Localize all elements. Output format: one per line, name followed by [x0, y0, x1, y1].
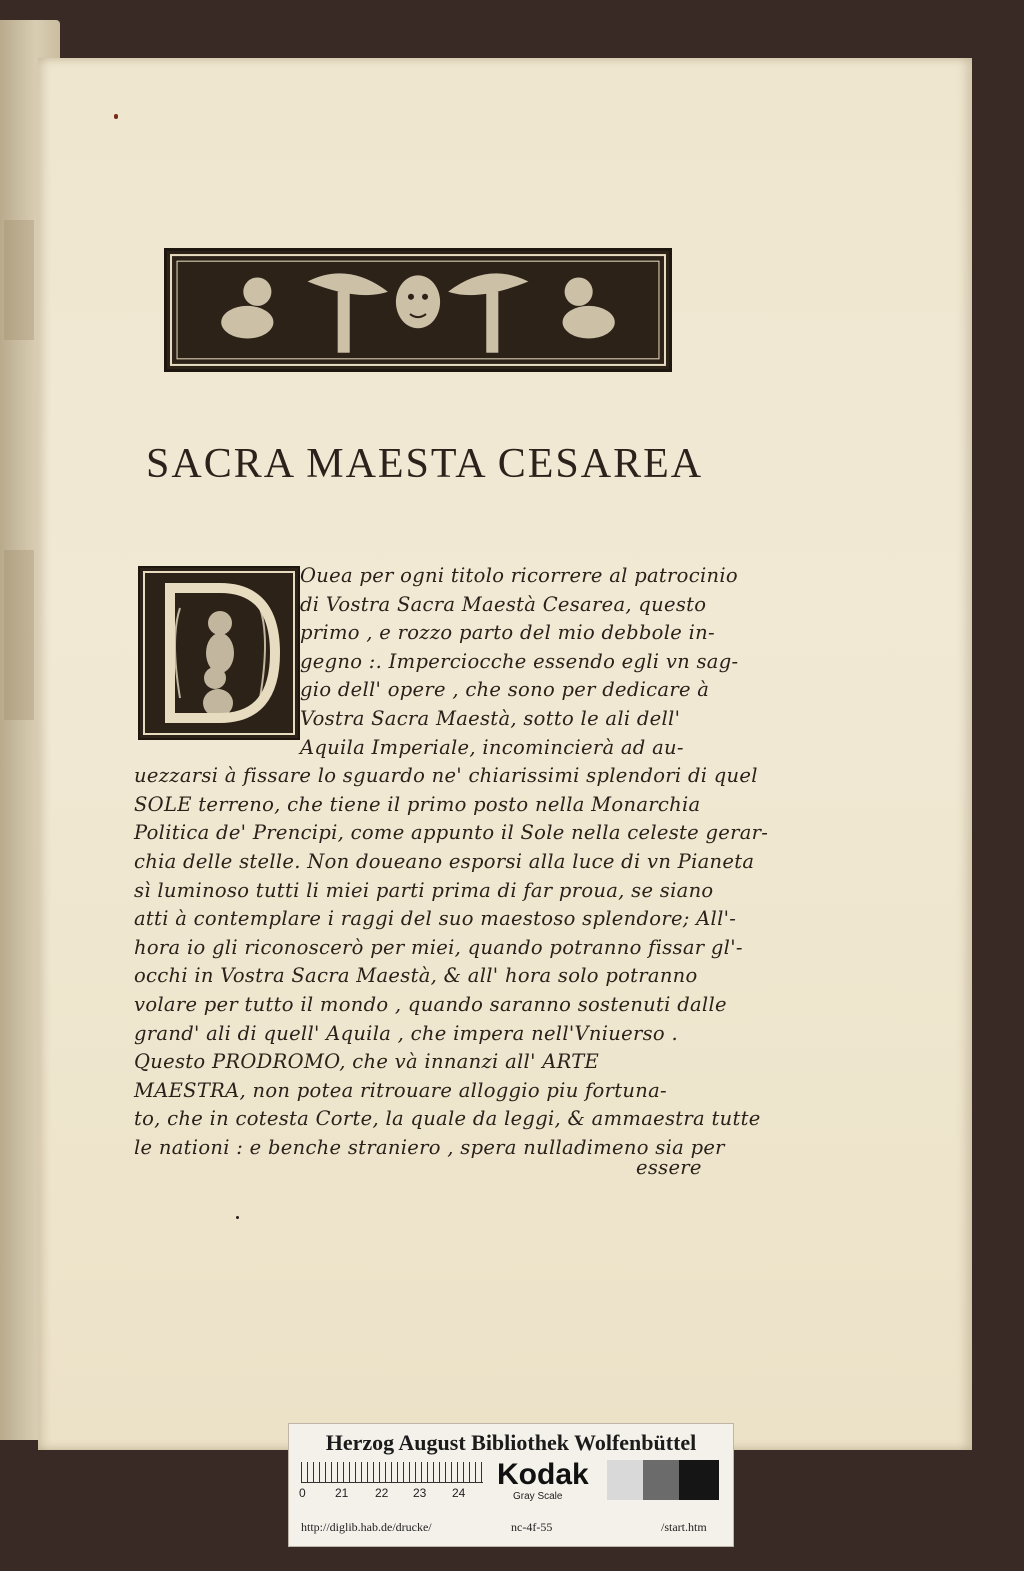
measurement-ruler: [301, 1462, 483, 1483]
ruler-number: 24: [452, 1486, 466, 1500]
catchword: essere: [636, 1156, 702, 1179]
text-line: sì luminoso tutti li miei parti prima di far proua, se siano: [134, 878, 714, 902]
text-line: gegno :. Imperciocche essendo egli vn sag-: [300, 649, 739, 673]
text-line: Aquila Imperiale, incomincierà ad au-: [300, 735, 684, 759]
text-line: Ouea per ogni titolo ricorrere al patrocinio: [300, 564, 738, 587]
decorative-headpiece-woodcut: [164, 248, 672, 372]
text-line: SOLE terreno, che tiene il primo posto nella Monarchia: [134, 792, 701, 816]
text-line: chia delle stelle. Non doueano esporsi alla luce di vn Pianeta: [134, 850, 755, 873]
text-line: grand' ali di quell' Aquila , che impera nell'Vniuerso .: [134, 1021, 678, 1045]
text-line: primo , e rozzo parto del mio debbole in-: [300, 621, 715, 645]
text-line: di Vostra Sacra Maestà Cesarea, questo: [300, 592, 707, 616]
decorated-initial-letter: [138, 566, 300, 740]
text-line: Questo PRODROMO, che và innanzi all' ARTE: [134, 1050, 600, 1074]
text-line: volare per tutto il mondo , quando saranno sostenuti dalle: [134, 993, 727, 1016]
text-line: Politica de' Prencipi, come appunto il Sole nella celeste gerar-: [134, 821, 769, 845]
kodak-logo: Kodak: [497, 1458, 589, 1491]
url-id: nc-4f-55: [511, 1520, 553, 1534]
text-line: uezzarsi à fissare lo sguardo ne' chiarissimi splendori di quel: [134, 764, 758, 788]
gray-scale-label: Gray Scale: [513, 1491, 563, 1502]
library-name: Herzog August Bibliothek Wolfenbüttel: [325, 1430, 697, 1455]
text-line: gio dell' opere , che sono per dedicare à: [300, 678, 710, 702]
ruler-number: 22: [375, 1486, 389, 1500]
text-line: Vostra Sacra Maestà, sotto le ali dell': [300, 707, 681, 730]
book-page: [38, 58, 972, 1450]
text-line: occhi in Vostra Sacra Maestà, & all' hora solo potranno: [134, 964, 698, 988]
ruler-number: 21: [335, 1486, 349, 1500]
library-color-bar: [288, 1423, 734, 1547]
ruler-number: 0: [299, 1486, 306, 1500]
gray-swatch-mid: [643, 1460, 679, 1500]
ink-speck: [236, 1216, 239, 1219]
gray-swatch-light: [607, 1460, 643, 1500]
text-line: MAESTRA, non potea ritrouare alloggio piu fortuna-: [134, 1078, 667, 1102]
url-prefix: http://diglib.hab.de/drucke/: [301, 1520, 432, 1534]
bleed-through-initial: [4, 550, 34, 720]
ink-spot: [114, 114, 118, 119]
text-line: le nationi : e benche straniero , spera nulladimeno sia per: [134, 1136, 725, 1159]
text-line: hora io gli riconoscerò per miei, quando potranno fissar gl'-: [134, 935, 743, 959]
ruler-number: 23: [413, 1486, 427, 1500]
page-heading: SACRA MAESTA CESAREA: [146, 441, 704, 487]
text-line: atti à contemplare i raggi del suo maestoso splendore; All'-: [134, 907, 737, 931]
bleed-through-ornament: [4, 220, 34, 340]
gray-swatch-dark: [679, 1460, 719, 1500]
url-suffix: /start.htm: [661, 1520, 707, 1534]
text-line: to, che in cotesta Corte, la quale da leggi, & ammaestra tutte: [134, 1107, 761, 1131]
